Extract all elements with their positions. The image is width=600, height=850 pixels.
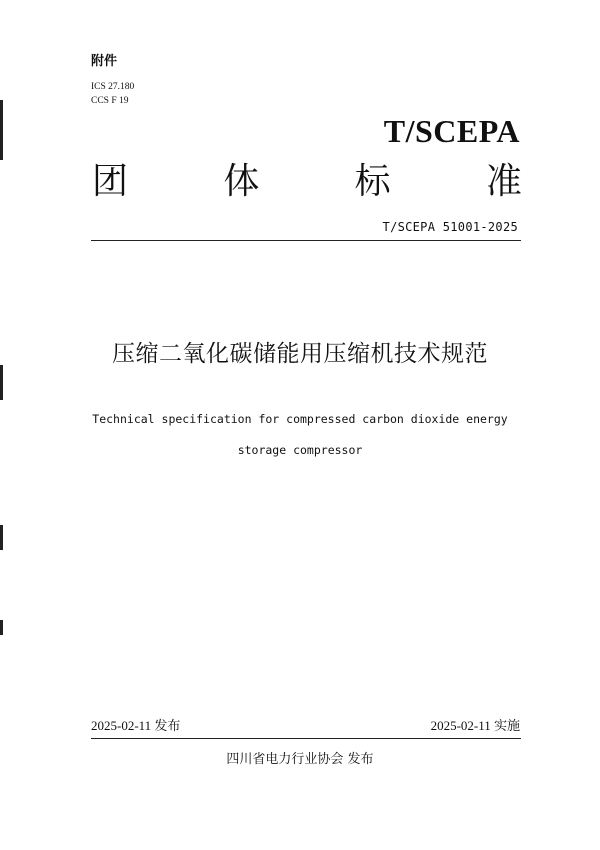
- scan-edge-mark: [0, 620, 3, 635]
- top-divider: [91, 240, 521, 241]
- bottom-divider: [91, 738, 521, 739]
- standard-type-char: 准: [485, 161, 522, 202]
- attachment-label: 附件: [91, 54, 118, 69]
- standard-number: T/SCEPA 51001-2025: [382, 220, 518, 234]
- standard-org-code: T/SCEPA: [383, 113, 520, 149]
- standard-type: [92, 160, 522, 204]
- title-chinese: 压缩二氧化碳储能用压缩机技术规范: [112, 341, 488, 367]
- ccs-code: CCS F 19: [91, 96, 129, 106]
- ics-code: ICS 27.180: [91, 82, 135, 92]
- title-english-line2: storage compressor: [237, 443, 363, 457]
- title-english-line1: Technical specification for compressed carbon dioxide energy: [92, 412, 508, 426]
- implement-date: 2025-02-11 实施: [430, 718, 520, 733]
- standard-type-char: 体: [223, 161, 260, 202]
- publish-date: 2025-02-11 发布: [91, 718, 181, 733]
- standard-type-char: 标: [354, 161, 391, 202]
- scan-edge-mark: [0, 525, 3, 550]
- scan-edge-mark: [0, 365, 3, 400]
- standard-type-char: 团: [92, 161, 129, 202]
- scan-edge-mark: [0, 100, 3, 160]
- publisher: 四川省电力行业协会 发布: [226, 752, 374, 767]
